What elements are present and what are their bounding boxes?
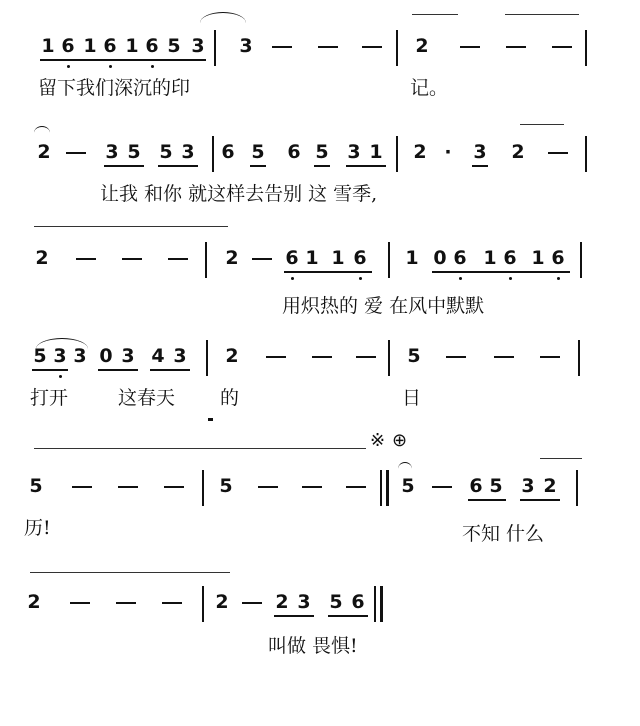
tie-line [520,124,564,125]
note: 3 [121,345,135,367]
segno-sign: ※ [370,430,386,451]
low-dot [109,65,112,68]
beam [98,369,138,371]
lyric: 不知 什么 [462,523,545,545]
lyric: 记。 [410,77,449,99]
barline [212,136,214,172]
beam [520,499,560,501]
note: 3 [521,475,535,497]
beam [274,615,314,617]
note: 6 [287,141,301,163]
note: 3 [347,141,361,163]
dash [116,602,136,604]
note: 3 [181,141,195,163]
note: 0 [433,247,447,269]
tie-line [540,458,582,459]
low-dot [67,65,70,68]
beam [40,59,206,61]
barline [396,136,398,172]
beam [284,271,372,273]
dash [162,602,182,604]
dash [460,46,480,48]
note: 6 [285,247,299,269]
note: 2 [511,141,525,163]
barline [580,242,582,278]
dash [242,602,262,604]
lyric: 历! [24,517,51,539]
note: 1 [41,35,55,57]
lyric: 这春天 [118,387,176,409]
note: 2 [37,141,51,163]
barline [206,340,208,376]
dash [168,258,188,260]
note: 2 [543,475,557,497]
lyric: 打开 [30,387,69,409]
beam [250,165,266,167]
low-dot [459,277,462,280]
note: 2 [415,35,429,57]
dash [346,486,366,488]
tie-line [34,226,228,227]
note: 6 [103,35,117,57]
low-dot [291,277,294,280]
dash [432,486,452,488]
dash [312,356,332,358]
note: 1 [305,247,319,269]
low-dot [557,277,560,280]
note: 5 [315,141,329,163]
beam [432,271,570,273]
beam [150,369,190,371]
note: 6 [453,247,467,269]
dash [252,258,272,260]
double-barline [374,586,376,622]
note: 3 [191,35,205,57]
note: 6 [221,141,235,163]
dash [76,258,96,260]
note: 6 [503,247,517,269]
barline [205,242,207,278]
note: 2 [215,591,229,613]
lyric: 留下我们深沉的印 [38,77,191,99]
note: 5 [29,475,43,497]
lyric: 日 [402,387,422,409]
dash [266,356,286,358]
note: 1 [483,247,497,269]
tie-line [34,448,366,449]
tie-line [505,14,579,15]
note: 1 [369,141,383,163]
note: 0 [99,345,113,367]
double-barline [380,586,383,622]
dash [356,356,376,358]
lyric: 的 [220,387,240,409]
beam [104,165,144,167]
note: 5 [159,141,173,163]
barline [202,470,204,506]
note: 5 [167,35,181,57]
beam [32,369,68,371]
note: 1 [531,247,545,269]
note: 1 [405,247,419,269]
barline [214,30,216,66]
note: 3 [73,345,87,367]
beam [472,165,488,167]
tie-line [30,572,230,573]
barline [388,340,390,376]
dash [362,46,382,48]
barline [576,470,578,506]
barline [585,30,587,66]
dash [72,486,92,488]
note: 6 [61,35,75,57]
coda-sign: ⊕ [392,430,408,451]
barline [585,136,587,172]
beam [328,615,368,617]
note: 5 [251,141,265,163]
note: 6 [145,35,159,57]
tie-arc [34,126,50,133]
low-dot [359,277,362,280]
dash [66,152,86,154]
tie-line [412,14,458,15]
dash [258,486,278,488]
note: 2 [225,247,239,269]
dash [540,356,560,358]
note: 3 [53,345,67,367]
note: 6 [551,247,565,269]
barline [578,340,580,376]
note: 6 [351,591,365,613]
barline [202,586,204,622]
beam [346,165,386,167]
low-dot [59,375,62,378]
dash [494,356,514,358]
dash [302,486,322,488]
dash [548,152,568,154]
dash [118,486,138,488]
note: · [444,141,452,163]
dash [552,46,572,48]
dash [446,356,466,358]
note: 2 [413,141,427,163]
note: 3 [473,141,487,163]
low-dot [509,277,512,280]
note: 5 [219,475,233,497]
note: 2 [275,591,289,613]
note: 3 [105,141,119,163]
note: 5 [489,475,503,497]
note: 5 [401,475,415,497]
double-barline [386,470,389,506]
slur-arc [200,12,246,23]
note: 1 [125,35,139,57]
note: 5 [33,345,47,367]
note: 5 [329,591,343,613]
dash [164,486,184,488]
dash [272,46,292,48]
beam [468,499,506,501]
note: 1 [83,35,97,57]
barline [396,30,398,66]
beam [158,165,198,167]
note: 2 [35,247,49,269]
dash [122,258,142,260]
note: 2 [27,591,41,613]
tie-arc [398,462,412,469]
lyric: 叫做 畏惧! [268,635,358,657]
dash [318,46,338,48]
note: 6 [469,475,483,497]
lyric: 让我 和你 就这样去告别 这 雪季, [100,183,378,205]
double-barline [380,470,382,506]
note: 2 [225,345,239,367]
note: 5 [127,141,141,163]
note: 4 [151,345,165,367]
barline [388,242,390,278]
note: 3 [239,35,253,57]
dash [506,46,526,48]
beam [314,165,330,167]
dash [70,602,90,604]
note: 6 [353,247,367,269]
note: 3 [297,591,311,613]
small-mark [208,418,213,421]
note: 5 [407,345,421,367]
low-dot [151,65,154,68]
note: 3 [173,345,187,367]
lyric: 用炽热的 爱 在风中默默 [282,295,485,317]
note: 1 [331,247,345,269]
